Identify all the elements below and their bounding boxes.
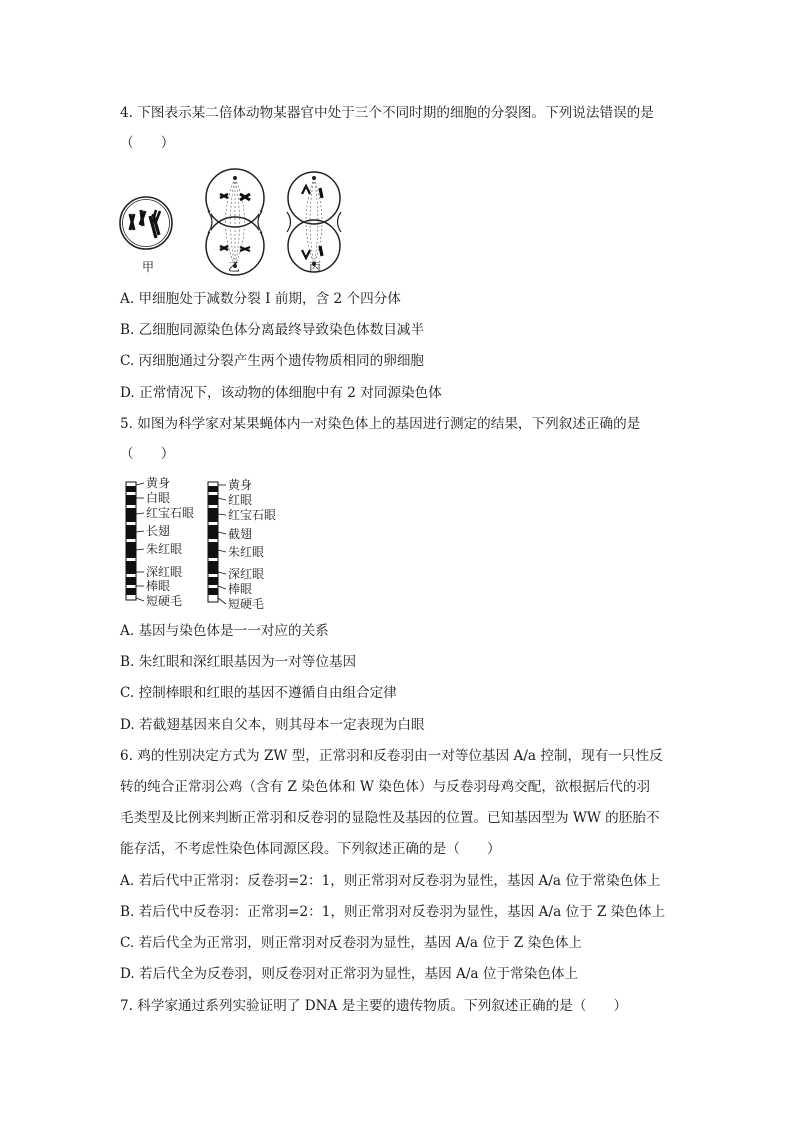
chromosome-gene-map: [120, 476, 300, 614]
cell-jia: [120, 197, 172, 249]
cell-label-bing: 丙: [309, 260, 322, 274]
left-gene-label: 白眼: [146, 491, 171, 505]
cell-label-jia: 甲: [142, 260, 155, 274]
q5-option-d: D. 若截翅基因来自父本，则其母本一定表现为白眼: [120, 717, 425, 733]
q5-option-b: B. 朱红眼和深红眼基因为一对等位基因: [120, 654, 357, 670]
left-gene-label: 深红眼: [146, 565, 183, 579]
q4-option-d: D. 正常情况下，该动物的体细胞中有 2 对同源染色体: [120, 385, 442, 401]
q4-option-b: B. 乙细胞同源染色体分离最终导致染色体数目减半: [120, 322, 425, 338]
left-gene-label: 长翅: [146, 524, 171, 538]
q6-option-a: A. 若后代中正常羽：反卷羽=2：1，则正常羽对反卷羽为显性，基因 A/a 位于常染色体上: [120, 873, 661, 889]
left-gene-label: 短硬毛: [146, 594, 183, 608]
left-chromosome: [126, 482, 144, 601]
q5-answer-blank: （ ）: [120, 446, 175, 462]
q6-stem-line-3: 毛类型及比例来判断正常羽和反卷羽的显隐性及基因的位置。已知基因型为 WW 的胚胎不: [120, 810, 660, 826]
q7-stem: 7. 科学家通过系列实验证明了 DNA 是主要的遗传物质。下列叙述正确的是（ ）: [120, 998, 628, 1014]
q5-stem: 5. 如图为科学家对某果蝇体内一对染色体上的基因进行测定的结果，下列叙述正确的是: [120, 416, 641, 432]
q6-option-b: B. 若后代中反卷羽：正常羽=2：1，则正常羽对反卷羽为显性，基因 A/a 位于 Z 染色体上: [120, 904, 666, 920]
left-gene-label: 红宝石眼: [146, 506, 195, 520]
q6-stem-line-1: 6. 鸡的性别决定方式为 ZW 型，正常羽和反卷羽由一对等位基因 A/a 控制，现有一只性反: [120, 748, 663, 764]
q6-option-d: D. 若后代全为反卷羽，则反卷羽对正常羽为显性，基因 A/a 位于常染色体上: [120, 966, 579, 982]
right-gene-label: 深红眼: [228, 567, 265, 581]
right-gene-label: 截翅: [228, 527, 253, 541]
q6-stem-line-4: 能存活，不考虑性染色体同源区段。下列叙述正确的是（ ）: [120, 841, 501, 857]
right-gene-label: 棒眼: [228, 582, 253, 596]
right-gene-label: 黄身: [228, 478, 253, 492]
cell-division-figure: [116, 164, 356, 276]
q4-stem: 4. 下图表示某二倍体动物某器官中处于三个不同时期的细胞的分裂图。下列说法错误的是: [120, 105, 654, 121]
q5-option-c: C. 控制棒眼和红眼的基因不遵循自由组合定律: [120, 685, 397, 701]
right-chromosome: [208, 482, 226, 604]
q5-option-a: A. 基因与染色体是一一对应的关系: [120, 623, 329, 639]
right-gene-label: 短硬毛: [228, 597, 265, 611]
q6-stem-line-2: 转的纯合正常羽公鸡（含有 Z 染色体和 W 染色体）与反卷羽母鸡交配，欲根据后代的羽: [120, 779, 651, 795]
right-gene-label: 朱红眼: [228, 545, 265, 559]
cell-label-yi: 乙: [228, 260, 241, 274]
left-gene-label: 朱红眼: [146, 542, 183, 556]
left-gene-label: 棒眼: [146, 579, 171, 593]
q6-option-c: C. 若后代全为正常羽，则正常羽对反卷羽为显性，基因 A/a 位于 Z 染色体上: [120, 935, 583, 951]
q4-option-a: A. 甲细胞处于减数分裂 I 前期，含 2 个四分体: [120, 291, 401, 307]
q4-option-c: C. 丙细胞通过分裂产生两个遗传物质相同的卵细胞: [120, 353, 425, 369]
right-gene-label: 红眼: [228, 493, 253, 507]
left-gene-label: 黄身: [146, 476, 171, 490]
cell-bing: [287, 172, 341, 272]
q4-answer-blank: （ ）: [120, 135, 175, 151]
right-gene-label: 红宝石眼: [228, 508, 277, 522]
